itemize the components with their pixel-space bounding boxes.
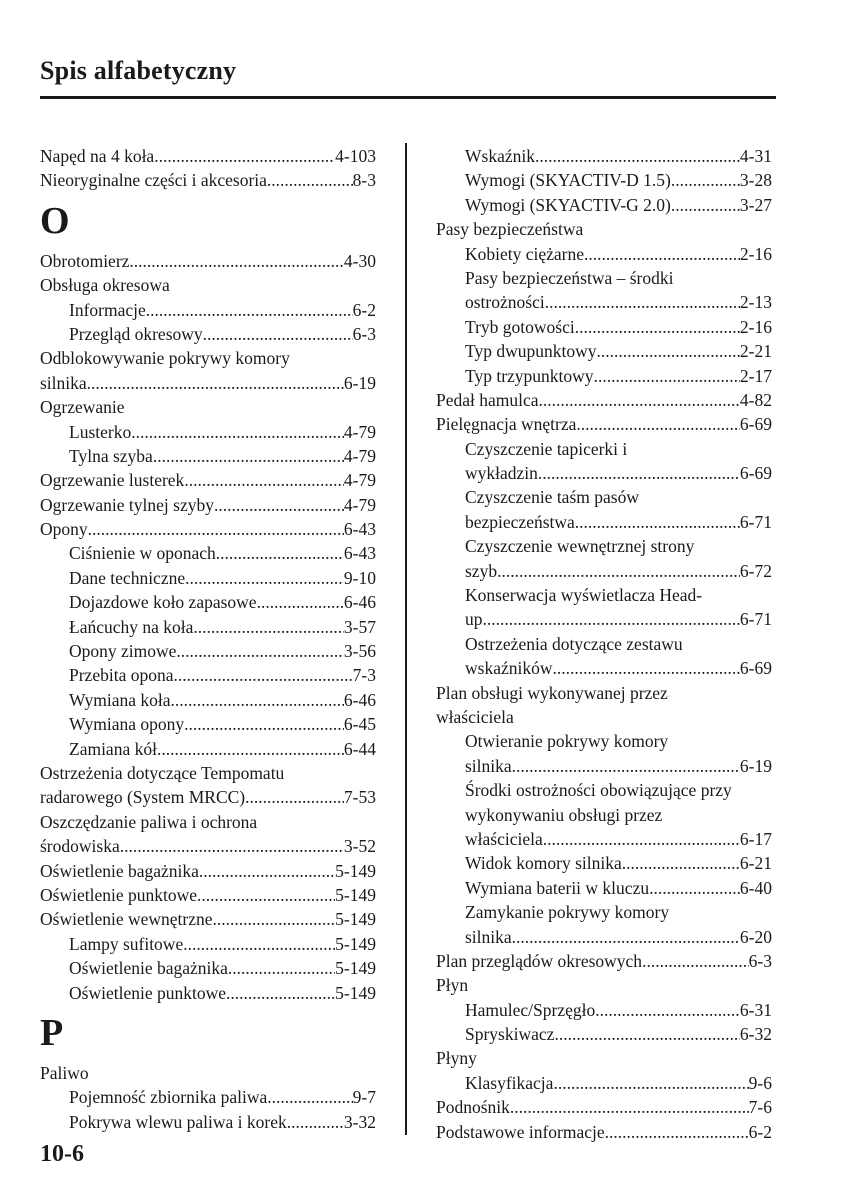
index-entry (40, 883, 376, 907)
dot-leader (87, 371, 344, 395)
index-entry-term: Oświetlenie bagażnika (40, 860, 199, 881)
dot-leader (267, 168, 353, 192)
index-entry (40, 737, 376, 761)
index-entry (436, 242, 772, 266)
dot-leader (213, 907, 336, 931)
index-entry-page-ref: 6-45 (343, 714, 376, 735)
index-entry-page-ref: 6-40 (739, 877, 772, 898)
column-divider (405, 143, 407, 1135)
index-entry-page-ref: 3-56 (343, 641, 376, 662)
index-entry-page-ref: 6-46 (343, 689, 376, 710)
index-entry (40, 566, 376, 590)
dot-leader (497, 559, 740, 583)
dot-leader (214, 493, 344, 517)
index-entry-page-ref: 6-3 (352, 323, 376, 344)
index-entry-term: Nieoryginalne części i akcesoria (40, 170, 267, 191)
dot-leader (538, 461, 740, 485)
index-entry (40, 932, 376, 956)
index-entry (436, 364, 772, 388)
index-entry (40, 956, 376, 980)
index-entry (436, 290, 772, 314)
index-entry (40, 688, 376, 712)
index-entry-page-ref: 5-149 (335, 909, 376, 930)
index-entry (40, 298, 376, 322)
index-entry-page-ref: 5-149 (335, 860, 376, 881)
index-heading: właściciela (436, 706, 514, 727)
index-entry-page-ref: 9-7 (352, 1087, 376, 1108)
index-entry (40, 517, 376, 541)
dot-leader (553, 1071, 748, 1095)
dot-leader (483, 607, 740, 631)
index-entry (40, 907, 376, 931)
index-entry-page-ref: 3-28 (739, 170, 772, 191)
index-entry-page-ref: 4-30 (343, 250, 376, 271)
dot-leader (226, 981, 335, 1005)
dot-leader (153, 444, 344, 468)
index-entry-page-ref: 6-71 (739, 609, 772, 630)
dot-leader (120, 834, 344, 858)
dot-leader (154, 144, 335, 168)
index-entry (436, 656, 772, 680)
index-heading: Zamykanie pokrywy komory (465, 902, 670, 923)
index-entry-term: wskaźników (465, 658, 553, 679)
index-entry-page-ref: 4-82 (739, 389, 772, 410)
index-entry-page-ref: 3-52 (343, 836, 376, 857)
dot-leader (584, 242, 740, 266)
dot-leader (193, 615, 344, 639)
dot-leader (595, 998, 740, 1022)
index-entry-term: Podnośnik (436, 1097, 510, 1118)
index-entry-term: ostrożności (465, 292, 545, 313)
index-entry-page-ref: 5-149 (335, 933, 376, 954)
index-entry-term: Dane techniczne (69, 567, 186, 588)
index-entry-term: Pielęgnacja wnętrza (436, 414, 577, 435)
dot-leader (157, 737, 344, 761)
index-heading: Pasy bezpieczeństwa (436, 219, 584, 240)
index-entry-page-ref: 6-44 (343, 738, 376, 759)
index-heading: Konserwacja wyświetlacza Head- (465, 585, 703, 606)
index-entry-term: Dojazdowe koło zapasowe (69, 592, 257, 613)
index-heading: Oszczędzanie paliwa i ochrona (40, 811, 258, 832)
page-number: 10-6 (40, 1141, 84, 1167)
dot-leader (184, 468, 344, 492)
index-entry-term: Wymiana baterii w kluczu (465, 877, 650, 898)
index-entry-page-ref: 6-32 (739, 1024, 772, 1045)
index-entry-page-ref: 4-31 (739, 146, 772, 166)
index-entry-page-ref: 7-3 (352, 665, 376, 686)
index-heading: Ostrzeżenia dotyczące Tempomatu (40, 762, 285, 783)
index-entry-page-ref: 8-3 (352, 170, 376, 191)
index-entry-page-ref: 7-6 (748, 1097, 772, 1118)
index-entry-page-ref: 5-149 (335, 958, 376, 979)
index-entry-page-ref: 5-149 (335, 884, 376, 905)
index-entry-page-ref: 6-19 (343, 372, 376, 393)
index-entry (436, 144, 772, 168)
index-entry-page-ref: 6-19 (739, 755, 772, 776)
index-entry-term: Typ trzypunktowy (465, 365, 594, 386)
dot-leader (552, 656, 739, 680)
dot-leader (203, 322, 353, 346)
index-entry (40, 712, 376, 736)
dot-leader (173, 663, 352, 687)
dot-leader (185, 566, 344, 590)
index-heading: wykonywaniu obsługi przez (465, 804, 663, 825)
index-entry (436, 827, 772, 851)
index-entry (436, 949, 772, 973)
index-entry (40, 1110, 376, 1134)
index-entry (436, 193, 772, 217)
dot-leader (596, 339, 739, 363)
dot-leader (605, 1120, 749, 1144)
index-entry-term: Ogrzewanie tylnej szyby (40, 494, 214, 515)
index-heading: Otwieranie pokrywy komory (465, 731, 669, 752)
index-entry-page-ref: 9-6 (748, 1072, 772, 1093)
index-section-letter: P (40, 1011, 64, 1054)
index-heading: Paliwo (40, 1062, 89, 1083)
index-entry-page-ref: 4-103 (335, 146, 376, 166)
index-entry (40, 420, 376, 444)
index-entry-page-ref: 5-149 (335, 982, 376, 1003)
index-entry-term: Kobiety ciężarne (465, 243, 585, 264)
index-entry-page-ref: 4-79 (343, 421, 376, 442)
index-entry (436, 388, 772, 412)
index-entry (40, 168, 376, 192)
index-entry-term: Tryb gotowości (465, 316, 575, 337)
index-entry (40, 371, 376, 395)
index-entry-page-ref: 6-69 (739, 414, 772, 435)
index-entry-page-ref: 6-71 (739, 511, 772, 532)
index-column-right (436, 144, 772, 1144)
index-entry-term: Opony zimowe (69, 641, 177, 662)
index-entry-page-ref: 2-16 (739, 316, 772, 337)
index-entry-term: Oświetlenie bagażnika (69, 958, 228, 979)
dot-leader (554, 1022, 739, 1046)
index-heading: Środki ostrożności obowiązujące przy (465, 780, 732, 801)
index-entry-term: Ciśnienie w oponach (69, 543, 216, 564)
dot-leader (183, 932, 335, 956)
index-entry-term: Wymogi (SKYACTIV-D 1.5) (465, 170, 671, 191)
index-entry-term: radarowego (System MRCC) (40, 787, 246, 808)
index-entry-term: Oświetlenie punktowe (40, 884, 197, 905)
index-entry (40, 615, 376, 639)
index-entry-page-ref: 4-79 (343, 494, 376, 515)
index-entry-page-ref: 6-43 (343, 519, 376, 540)
dot-leader (576, 412, 740, 436)
index-entry-term: szyb (465, 560, 498, 581)
index-entry-page-ref: 6-69 (739, 463, 772, 484)
index-entry-page-ref: 3-32 (343, 1111, 376, 1132)
index-entry (436, 510, 772, 534)
index-entry (40, 859, 376, 883)
index-entry-term: Pedał hamulca (436, 389, 539, 410)
index-entry (436, 754, 772, 778)
dot-leader (257, 590, 344, 614)
index-entry-term: Opony (40, 519, 88, 540)
index-entry (40, 249, 376, 273)
index-entry (436, 1071, 772, 1095)
index-entry (436, 1095, 772, 1119)
index-entry-term: Ogrzewanie lusterek (40, 470, 185, 491)
dot-leader (88, 517, 344, 541)
index-entry (436, 412, 772, 436)
dot-leader (216, 541, 344, 565)
index-entry-term: Tylna szyba (69, 445, 153, 466)
dot-leader (129, 249, 344, 273)
index-entry (436, 1022, 772, 1046)
dot-leader (545, 290, 740, 314)
index-entry-page-ref: 6-43 (343, 543, 376, 564)
index-entry-term: up (465, 609, 483, 630)
dot-leader (184, 712, 344, 736)
index-entry (436, 925, 772, 949)
index-heading: Obsługa okresowa (40, 275, 170, 296)
index-entry-term: Podstawowe informacje (436, 1121, 605, 1142)
index-entry-page-ref: 2-21 (739, 341, 772, 362)
index-entry-page-ref: 6-46 (343, 592, 376, 613)
index-entry-term: silnika (465, 755, 512, 776)
index-entry-page-ref: 7-53 (343, 787, 376, 808)
index-entry (436, 851, 772, 875)
index-entry-page-ref: 6-2 (352, 299, 376, 320)
index-entry-page-ref: 9-10 (343, 567, 376, 588)
index-entry-term: właściciela (465, 828, 543, 849)
index-entry-term: Przegląd okresowy (69, 323, 203, 344)
index-entry-term: Informacje (69, 299, 146, 320)
index-entry (436, 168, 772, 192)
index-entry-page-ref: 2-13 (739, 292, 772, 313)
page-header-title: Spis alfabetyczny (40, 56, 237, 85)
dot-leader (287, 1110, 344, 1134)
dot-leader (649, 876, 740, 900)
index-entry (40, 444, 376, 468)
index-entry (40, 468, 376, 492)
dot-leader (594, 364, 740, 388)
index-heading: Płyny (436, 1048, 477, 1069)
index-heading: Ogrzewanie (40, 397, 125, 418)
index-entry-page-ref: 3-27 (739, 194, 772, 215)
index-entry (40, 663, 376, 687)
dot-leader (170, 688, 343, 712)
index-entry-term: Łańcuchy na koła (69, 616, 194, 637)
index-heading: Pasy bezpieczeństwa – środki (465, 267, 674, 288)
dot-leader (671, 193, 740, 217)
dot-leader (199, 859, 335, 883)
index-entry-term: Zamiana kół (69, 738, 157, 759)
index-entry (436, 607, 772, 631)
index-entry-term: Wymiana koła (69, 689, 171, 710)
dot-leader (146, 298, 353, 322)
index-entry (40, 541, 376, 565)
index-column-left (40, 144, 376, 1134)
index-entry-page-ref: 6-2 (748, 1121, 772, 1142)
index-entry (40, 144, 376, 168)
dot-leader (197, 883, 335, 907)
index-entry-page-ref: 6-21 (739, 853, 772, 874)
index-entry-page-ref: 6-3 (748, 950, 772, 971)
index-entry (436, 339, 772, 363)
index-entry-term: bezpieczeństwa (465, 511, 575, 532)
dot-leader (642, 949, 749, 973)
index-entry (40, 981, 376, 1005)
index-entry-page-ref: 3-57 (343, 616, 376, 637)
index-entry-term: Obrotomierz (40, 250, 130, 271)
index-entry-term: Hamulec/Sprzęgło (465, 999, 596, 1020)
index-heading: Czyszczenie tapicerki i (465, 438, 628, 459)
index-entry-term: silnika (40, 372, 87, 393)
index-entry-page-ref: 2-17 (739, 365, 772, 386)
index-entry-term: Lampy sufitowe (69, 933, 184, 954)
index-heading: Czyszczenie wewnętrznej strony (465, 536, 695, 557)
dot-leader (512, 925, 740, 949)
dot-leader (228, 956, 335, 980)
index-entry-term: Wymogi (SKYACTIV-G 2.0) (465, 194, 671, 215)
index-entry (40, 322, 376, 346)
index-entry-page-ref: 4-79 (343, 470, 376, 491)
dot-leader (671, 168, 740, 192)
index-entry-term: wykładzin (465, 463, 538, 484)
index-entry-term: środowiska (40, 836, 120, 857)
index-entry-page-ref: 6-72 (739, 560, 772, 581)
index-entry (40, 785, 376, 809)
index-heading: Odblokowywanie pokrywy komory (40, 348, 290, 369)
index-entry-term: Oświetlenie punktowe (69, 982, 226, 1003)
index-section-letter: O (40, 199, 70, 242)
index-heading: Czyszczenie taśm pasów (465, 487, 639, 508)
index-heading: Plan obsługi wykonywanej przez (436, 682, 668, 703)
index-entry-term: Typ dwupunktowy (465, 341, 597, 362)
index-entry-term: Napęd na 4 koła (40, 146, 155, 166)
index-entry (436, 315, 772, 339)
index-entry-term: Wymiana opony (69, 714, 185, 735)
dot-leader (535, 144, 740, 168)
index-entry-term: Plan przeglądów okresowych (436, 950, 643, 971)
index-entry (40, 1085, 376, 1109)
index-heading: Ostrzeżenia dotyczące zestawu (465, 633, 683, 654)
dot-leader (512, 754, 740, 778)
index-entry (40, 639, 376, 663)
index-entry (436, 998, 772, 1022)
index-entry (436, 461, 772, 485)
dot-leader (245, 785, 344, 809)
index-entry (40, 493, 376, 517)
index-entry-term: silnika (465, 926, 512, 947)
index-entry-term: Pojemność zbiornika paliwa (69, 1087, 268, 1108)
index-entry (436, 1120, 772, 1144)
dot-leader (575, 315, 740, 339)
index-entry-term: Lusterko (69, 421, 132, 442)
index-entry-page-ref: 6-31 (739, 999, 772, 1020)
index-entry-page-ref: 6-17 (739, 828, 772, 849)
index-entry-term: Spryskiwacz (465, 1024, 555, 1045)
index-heading: Płyn (436, 975, 469, 996)
index-entry (436, 876, 772, 900)
dot-leader (622, 851, 740, 875)
dot-leader (510, 1095, 749, 1119)
index-entry-term: Klasyfikacja (465, 1072, 554, 1093)
index-entry-term: Wskaźnik (465, 146, 535, 166)
dot-leader (575, 510, 740, 534)
dot-leader (176, 639, 344, 663)
index-entry (40, 590, 376, 614)
index-entry-page-ref: 4-79 (343, 445, 376, 466)
index-entry-term: Pokrywa wlewu paliwa i korek (69, 1111, 287, 1132)
index-entry-page-ref: 2-16 (739, 243, 772, 264)
index-entry (40, 834, 376, 858)
index-entry-page-ref: 6-20 (739, 926, 772, 947)
index-entry-term: Widok komory silnika (465, 853, 622, 874)
dot-leader (131, 420, 344, 444)
index-entry-page-ref: 6-69 (739, 658, 772, 679)
dot-leader (539, 388, 740, 412)
dot-leader (267, 1085, 352, 1109)
dot-leader (543, 827, 740, 851)
index-entry-term: Przebita opona (69, 665, 174, 686)
header-rule (40, 96, 776, 99)
index-entry-term: Oświetlenie wewnętrzne (40, 909, 213, 930)
index-entry (436, 559, 772, 583)
